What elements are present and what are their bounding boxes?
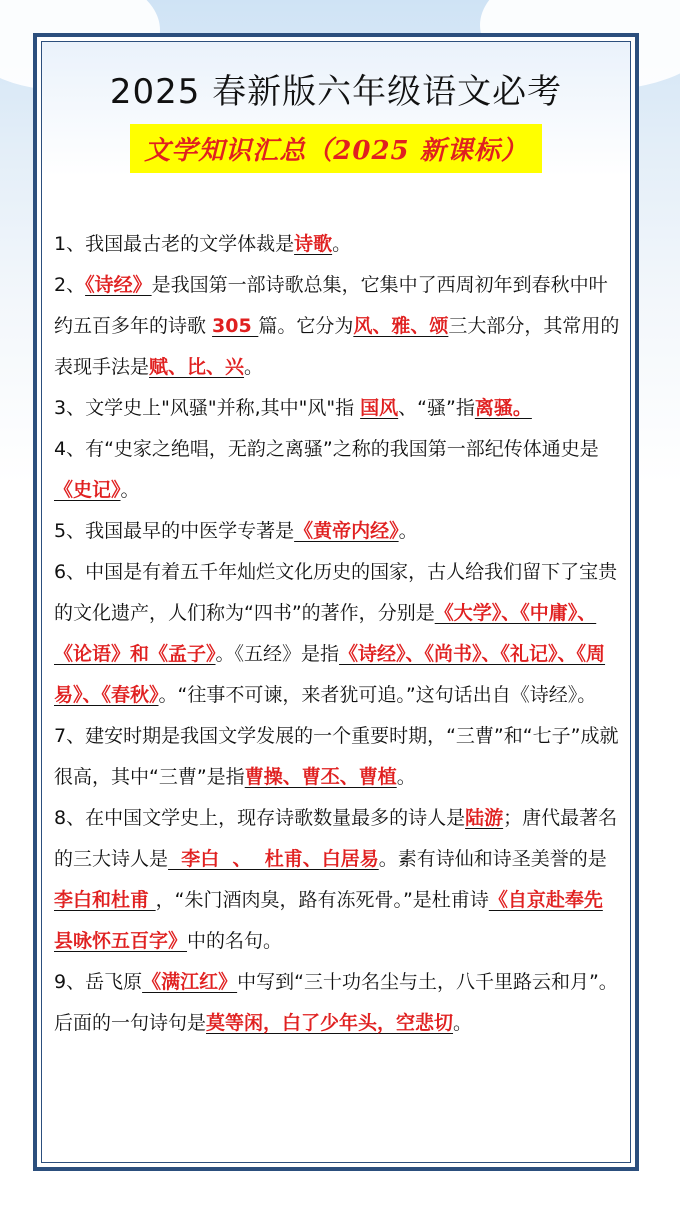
document-panel xyxy=(41,41,631,1163)
item-answer: 诗歌 xyxy=(294,233,333,255)
item-answer: 李白和杜甫 xyxy=(54,889,156,911)
item-answer: 《诗经》 xyxy=(85,274,152,296)
item-answer: 《自京赴奉先县咏怀五百字》 xyxy=(54,889,603,952)
list-item xyxy=(54,265,620,388)
item-answer: 风、雅、颂 xyxy=(353,315,449,337)
item-text: 。《五经》是指 xyxy=(215,643,340,665)
item-text: 中写到“三十功名尘与土，八千里路云和月”。后面的一句诗句是 xyxy=(54,971,618,1034)
item-answer: 《大学》、《中庸》、《论语》和《孟子》 xyxy=(54,602,597,665)
item-answer: 陆游 xyxy=(465,807,504,829)
item-answer: 赋、比、兴 xyxy=(149,356,245,378)
item-answer: 《满江红》 xyxy=(142,971,238,993)
item-text: ，“朱门酒肉臭，路有冻死骨。”是杜甫诗 xyxy=(155,889,489,911)
list-item xyxy=(54,388,620,429)
list-item xyxy=(54,552,620,716)
item-text: 。 xyxy=(120,479,140,501)
item-text: 。“往事不可谏，来者犹可追。”这句话出自《诗经》。 xyxy=(158,684,597,706)
item-text: 8、在中国文学史上，现存诗歌数量最多的诗人是 xyxy=(54,807,466,829)
item-text: 是我国第一部诗歌总集，它集中了西周初年到春秋中叶约五百多年的诗歌 xyxy=(54,274,608,337)
item-text: 7、建安时期是我国文学发展的一个重要时期，“三曹”和“七子”成就很高，其中“三曹”是指 xyxy=(54,725,619,788)
item-text: 三大部分，其常用的表现手法是 xyxy=(54,315,620,378)
list-item xyxy=(54,511,620,552)
item-text: 。 xyxy=(396,766,416,788)
list-item xyxy=(54,224,620,265)
subtitle-banner xyxy=(42,124,630,173)
item-text: 2、 xyxy=(54,274,86,296)
page-title: 2025 春新版六年级语文必考 xyxy=(109,72,563,112)
item-answer: 305 xyxy=(212,315,259,337)
item-text: 。 xyxy=(332,233,352,255)
item-text: 中的名句。 xyxy=(187,930,283,952)
item-text: 。素有诗仙和诗圣美誉的是 xyxy=(378,848,607,870)
knowledge-list xyxy=(54,224,620,1044)
list-item xyxy=(54,798,620,962)
item-text: 、“骚”指 xyxy=(398,397,475,419)
item-answer: 国风 xyxy=(360,397,399,419)
item-text: 。 xyxy=(398,520,418,542)
item-answer: 《诗经》、《尚书》、《礼记》、《周易》、《春秋》 xyxy=(54,643,606,706)
page-subtitle: 文学知识汇总（2025 新课标） xyxy=(130,124,541,173)
item-text: 4、有“史家之绝唱，无韵之离骚”之称的我国第一部纪传体通史是 xyxy=(54,438,599,460)
item-text: 9、岳飞原 xyxy=(54,971,143,993)
item-text: 6、中国是有着五千年灿烂文化历史的国家，古人给我们留下了宝贵的文化遗产，人们称为“四书”的著作，分别是 xyxy=(54,561,618,624)
item-answer: 《黄帝内经》 xyxy=(294,520,399,542)
item-answer: 曹操、曹丕、曹植 xyxy=(244,766,397,788)
list-item xyxy=(54,962,620,1044)
item-answer: 《史记》 xyxy=(54,479,121,501)
document-frame xyxy=(33,33,639,1171)
item-answer: 李白 、 杜甫、白居易 xyxy=(168,848,379,870)
item-answer: 莫等闲，白了少年头，空悲切 xyxy=(206,1012,454,1034)
list-item xyxy=(54,716,620,798)
item-text: ；唐代最著名的三大诗人是 xyxy=(54,807,618,870)
item-text: 。 xyxy=(453,1012,473,1034)
item-text: 。 xyxy=(244,356,264,378)
item-answer: 离骚。 xyxy=(474,397,532,419)
item-text: 3、文学史上"风骚"并称,其中"风"指 xyxy=(54,397,361,419)
item-text: 篇。它分为 xyxy=(258,315,354,337)
list-item xyxy=(54,429,620,511)
item-text: 5、我国最早的中医学专著是 xyxy=(54,520,295,542)
item-text: 1、我国最古老的文学体裁是 xyxy=(54,233,295,255)
